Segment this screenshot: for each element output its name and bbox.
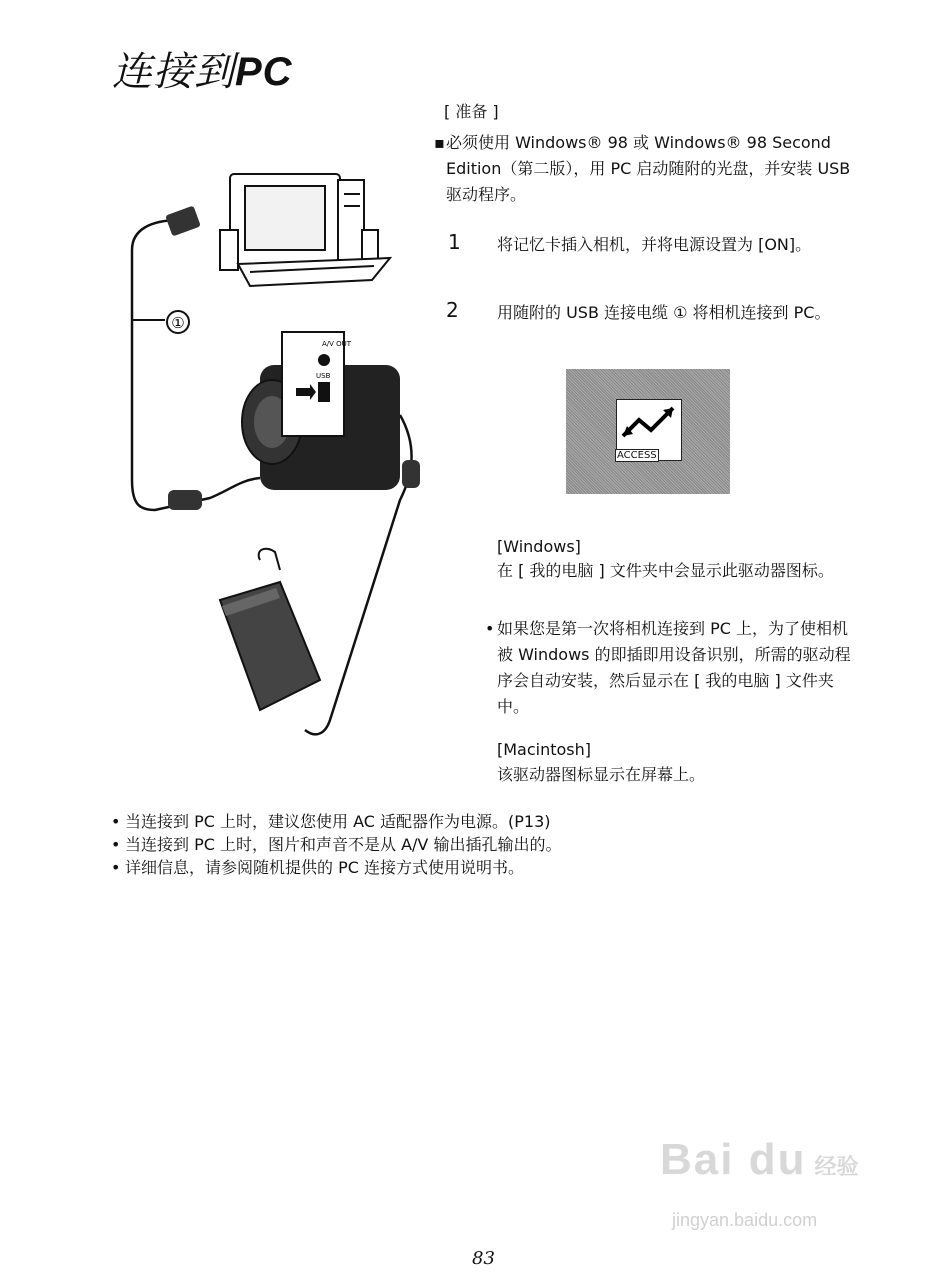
prep-heading: [ 准备 ] [444,102,499,121]
step-2-number: 2 [446,298,459,322]
mac-heading: [Macintosh] [497,740,592,759]
bullet-icon: ▪ [434,133,445,152]
prep-text-block [434,130,856,208]
drive-icon-screenshot [566,369,730,494]
bullet-icon: • [485,619,495,638]
watermark-brand: Bai du [660,1135,807,1184]
title-pc: PC [235,50,293,94]
page-number: 83 [472,1248,495,1269]
step-1-text: 将记忆卡插入相机，并将电源设置为 [ON]。 [497,235,812,254]
step-2-text: 用随附的 USB 连接电缆 ① 将相机连接到 PC。 [497,303,831,322]
callout-label: ① [171,314,185,332]
access-drive-icon [616,399,682,461]
port-label-av: A/V OUT [322,340,352,348]
camera-icon [242,332,400,490]
step-1-number: 1 [448,230,461,254]
computer-icon [220,174,390,286]
windows-text: 在 [ 我的电脑 ] 文件夹中会显示此驱动器图标。 [497,561,834,580]
watermark-url: jingyan.baidu.com [672,1210,818,1230]
windows-heading: [Windows] [497,537,581,556]
note-item: • 当连接到 PC 上时，图片和声音不是从 A/V 输出插孔输出的。 [111,835,562,854]
note-item: • 详细信息，请参阅随机提供的 PC 连接方式使用说明书。 [111,858,524,877]
title-text: 连接到 [112,49,235,95]
connection-illustration [110,160,430,750]
prep-text: 必须使用 Windows® 98 或 Windows® 98 Second Edition（第二版），用 PC 启动随附的光盘，并安装 USB 驱动程序。 [446,133,851,204]
note-item: • 当连接到 PC 上时，建议您使用 AC 适配器作为电源。(P13) [111,812,551,831]
port-label-usb: USB [316,372,331,380]
watermark-product: 经验 [814,1155,859,1180]
baidu-watermark [660,1135,858,1185]
ac-adapter-icon [220,549,320,710]
access-label: ACCESS [617,450,657,461]
page-title [112,40,293,97]
notes-list [111,810,825,879]
windows-note-text: 如果您是第一次将相机连接到 PC 上，为了使相机被 Windows 的即插即用设备识别，所需的驱动程序会自动安装，然后显示在 [ 我的电脑 ] 文件夹中。 [497,619,851,716]
mac-text: 该驱动器图标显示在屏幕上。 [497,765,706,784]
windows-note [485,616,859,720]
